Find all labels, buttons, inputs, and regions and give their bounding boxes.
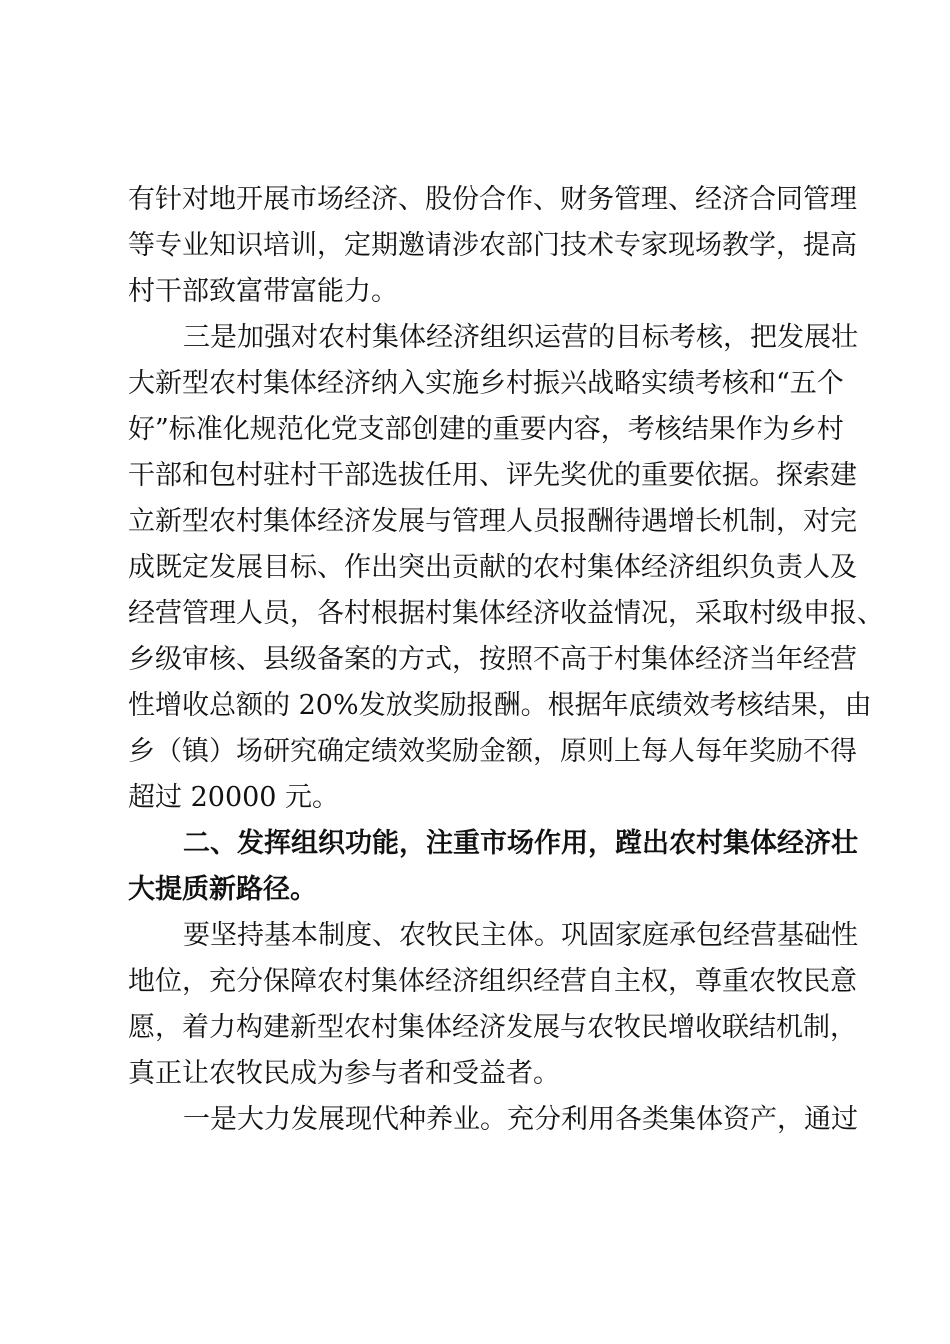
- body-text-line: 成既定发展目标、作出突出贡献的农村集体经济组织负责人及: [128, 552, 857, 583]
- body-text-line: 三是加强对农村集体经济组织运营的目标考核，把发展壮: [183, 322, 858, 353]
- body-text-line: 好”标准化规范化党支部创建的重要内容，考核结果作为乡村: [128, 414, 844, 445]
- body-text-line: 经营管理人员，各村根据村集体经济收益情况，采取村级申报、: [128, 598, 884, 629]
- body-text-line: 村干部致富带富能力。: [128, 276, 398, 307]
- body-text-line: 超过 20000 元。: [128, 782, 340, 813]
- body-text-line: 乡（镇）场研究确定绩效奖励金额，原则上每人每年奖励不得: [128, 736, 857, 767]
- body-text-line: 立新型农村集体经济发展与管理人员报酬待遇增长机制，对完: [128, 506, 857, 537]
- body-text-line: 性增收总额的 20%发放奖励报酬。根据年底绩效考核结果，由: [128, 690, 872, 721]
- body-text-line: 等专业知识培训，定期邀请涉农部门技术专家现场教学，提高: [128, 230, 857, 261]
- body-text-line: 真正让农牧民成为参与者和受益者。: [128, 1058, 560, 1089]
- body-text-line: 大新型农村集体经济纳入实施乡村振兴战略实绩考核和“五个: [128, 368, 844, 399]
- body-text-line: 愿，着力构建新型农村集体经济发展与农牧民增收联结机制，: [128, 1012, 857, 1043]
- section-heading-line: 二、发挥组织功能，注重市场作用，蹚出农村集体经济壮: [183, 828, 858, 859]
- body-text-line: 要坚持基本制度、农牧民主体。巩固家庭承包经营基础性: [183, 920, 858, 951]
- body-text-line: 有针对地开展市场经济、股份合作、财务管理、经济合同管理: [128, 184, 857, 215]
- body-text-line: 干部和包村驻村干部选拔任用、评先奖优的重要依据。探索建: [128, 460, 857, 491]
- body-text-line: 乡级审核、县级备案的方式，按照不高于村集体经济当年经营: [128, 644, 857, 675]
- body-text-line: 一是大力发展现代种养业。充分利用各类集体资产，通过: [183, 1104, 858, 1135]
- section-heading-line: 大提质新路径。: [128, 874, 317, 905]
- body-text-line: 地位，充分保障农村集体经济组织经营自主权，尊重农牧民意: [128, 966, 857, 997]
